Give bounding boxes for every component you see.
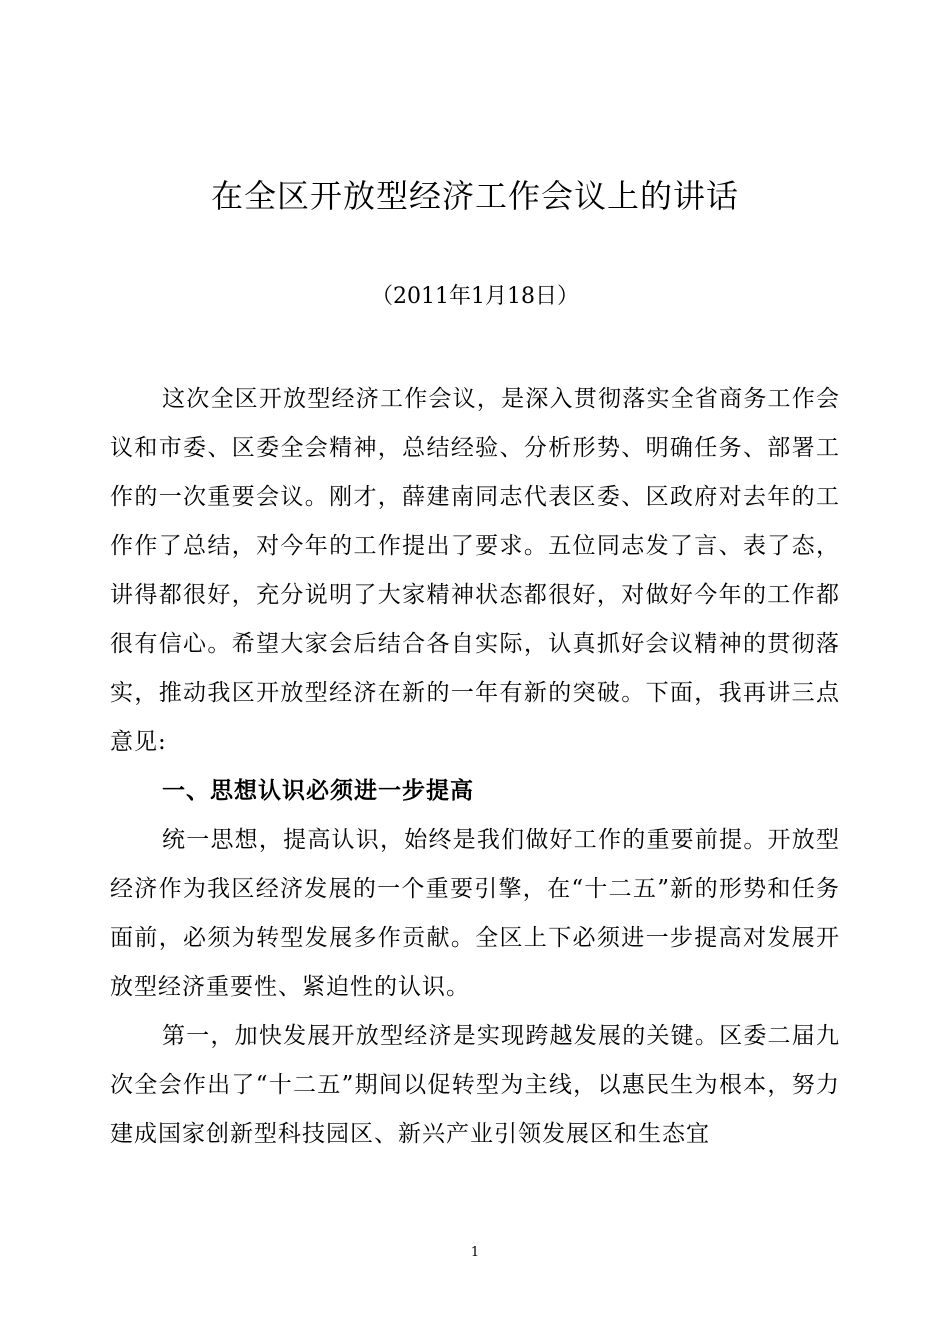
document-body [110,375,840,1159]
document-title: 在全区开放型经济工作会议上的讲话 [210,177,739,215]
section-heading: 一、思想认识必须进一步提高 [162,778,474,804]
paragraph-intro: 这次全区开放型经济工作会议，是深入贯彻落实全省商务工作会议和市委、区委全会精神，总结经验、分析形势、明确任务、部署工作的一次重要会议。刚才，薛建南同志代表区委、区政府对去年的工作作了总结，对今年的工作提出了要求。五位同志发了言、表了态，讲得都很好，充分说明了大家精神状态都很好，对做好今年的工作都很有信心。希望大家会后结合各自实际，认真抓好会议精神的贯彻落实，推动我区开放型经济在新的一年有新的突破。下面，我再讲三点意见: [110,386,840,755]
paragraph-first-point: 第一，加快发展开放型经济是实现跨越发展的关键。区委二届九次全会作出了“十二五”期间以促转型为主线，以惠民生为根本，努力建成国家创新型科技园区、新兴产业引领发展区和生态宜 [110,1023,840,1147]
page-number: 1 [470,1245,480,1260]
paragraph-section-intro: 统一思想，提高认识，始终是我们做好工作的重要前提。开放型经济作为我区经济发展的一个重要引擎，在“十二五”新的形势和任务面前，必须为转型发展多作贡献。全区上下必须进一步提高对发展开放型经济重要性、紧迫性的认识。 [110,827,840,1000]
document-date: （2011年1月18日） [371,284,579,309]
